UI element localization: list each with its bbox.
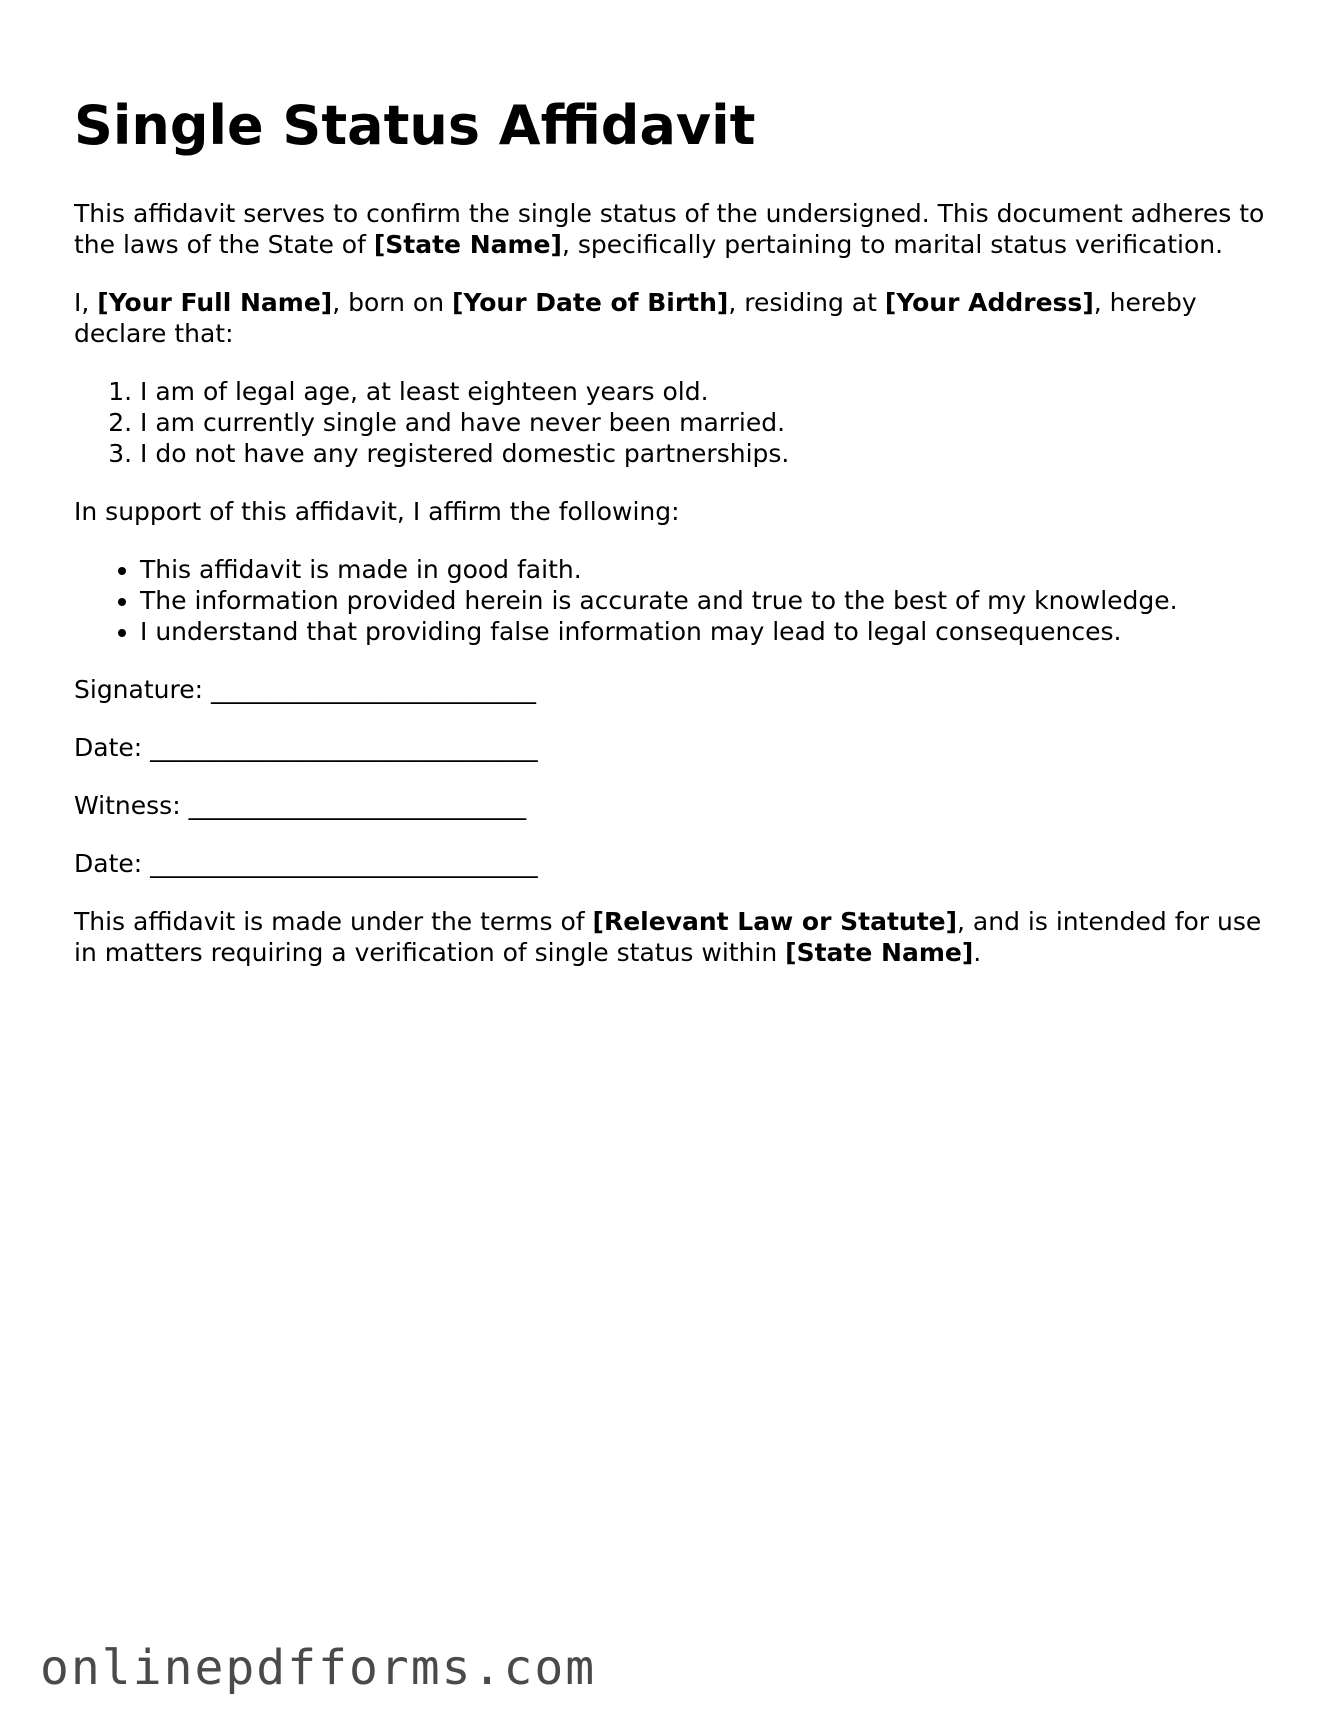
closing-text-1: This affidavit is made under the terms of [74,907,593,936]
list-item: • This affidavit is made in good faith. [140,554,1274,585]
witness-field[interactable]: Witness: ___________________________ [74,791,527,820]
closing-text-2: , and is intended for use in matters requiring a verification of single status within [74,907,1262,967]
closing-paragraph [74,906,1274,968]
dob-placeholder: [Your Date of Birth] [452,288,729,317]
declaration-text-2: , born on [332,288,452,317]
closing-state-placeholder: [State Name] [785,938,974,967]
intro-paragraph [74,198,1274,260]
list-item: 1. I am of legal age, at least eighteen years old. [140,376,1274,407]
list-item: 2. I am currently single and have never been married. [140,407,1274,438]
intro-text-2: , specifically pertaining to marital status verification. [561,230,1224,259]
declaration-paragraph [74,287,1274,349]
list-item: • The information provided herein is accurate and true to the best of my knowledge. [140,585,1274,616]
document-title: Single Status Affidavit [74,94,756,157]
law-placeholder: [Relevant Law or Statute] [592,907,958,936]
witness-date-field[interactable]: Date: _______________________________ [74,849,538,878]
support-intro: In support of this affidavit, I affirm the following: [74,497,680,526]
full-name-placeholder: [Your Full Name] [97,288,333,317]
intro-state-placeholder: [State Name] [373,230,562,259]
affirmations-list [74,554,1274,647]
declaration-text-4: , hereby declare that: [74,288,1197,348]
date-field[interactable]: Date: _______________________________ [74,733,538,762]
document-page [74,90,1274,995]
list-item: 3. I do not have any registered domestic partnerships. [140,438,1274,469]
declaration-text-3: , residing at [728,288,885,317]
list-item: • I understand that providing false information may lead to legal consequences. [140,616,1274,647]
declaration-text-1: I, [74,288,98,317]
signature-field[interactable]: Signature: __________________________ [74,675,536,704]
address-placeholder: [Your Address] [884,288,1094,317]
declarations-list [74,376,1274,469]
intro-text-1: This affidavit serves to confirm the single status of the undersigned. This document adheres to the laws of the State of [74,199,1265,259]
closing-text-3: . [973,938,982,967]
watermark-text: onlinepdfforms.com [40,1640,597,1696]
